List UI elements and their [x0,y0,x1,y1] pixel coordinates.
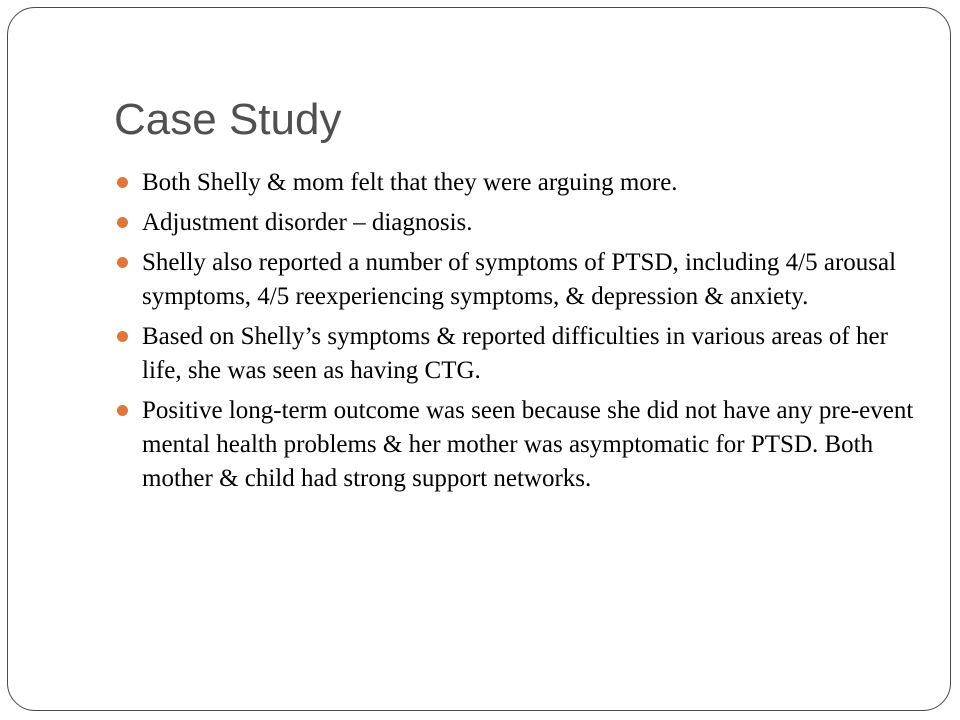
bullet-dot-icon [117,257,128,268]
bullet-text: Based on Shelly’s symptoms & reported difficulties in various areas of her life, she was seen as having CTG. [142,323,888,384]
bullet-text: Shelly also reported a number of symptoms of PTSD, including 4/5 arousal symptoms, 4/5 reexperiencing symptoms, & depression & anxiety. [142,249,897,310]
bullet-list [114,166,922,502]
bullet-dot-icon [117,217,128,228]
bullet-dot-icon [117,331,128,342]
bullet-text: Positive long-term outcome was seen because she did not have any pre-event mental health problems & her mother was asymptomatic for PTSD. Both mother & child had strong support networks. [142,397,914,492]
slide-title: Case Study [114,95,342,144]
bullet-item [114,320,922,388]
bullet-text: Both Shelly & mom felt that they were arguing more. [142,169,678,196]
bullet-item [114,394,922,496]
bullet-text: Adjustment disorder – diagnosis. [142,209,473,236]
slide-frame [7,7,951,711]
bullet-item [114,246,922,314]
bullet-dot-icon [117,177,128,188]
bullet-item [114,166,922,200]
bullet-dot-icon [117,405,128,416]
bullet-item [114,206,922,240]
